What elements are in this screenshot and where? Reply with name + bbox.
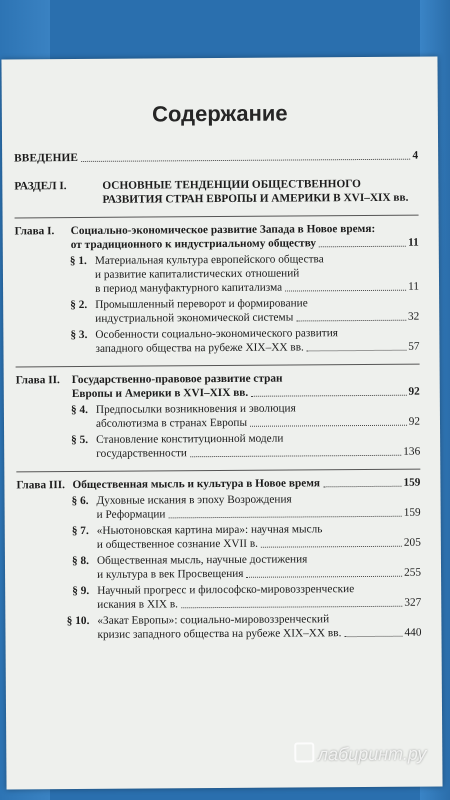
paragraph-title-text: в период мануфактурного капитализма — [95, 281, 283, 295]
leader-dots — [190, 455, 401, 457]
leader-dots — [250, 425, 407, 427]
paragraph-page: 327 — [404, 596, 422, 609]
chapter-entry — [16, 371, 420, 402]
paragraph-page: 11 — [408, 280, 420, 293]
chapter-divider — [16, 469, 420, 473]
chapter-page: 92 — [408, 385, 420, 398]
table-of-contents — [14, 149, 421, 643]
leader-dots — [344, 636, 402, 637]
leader-dots — [261, 546, 402, 548]
leader-dots — [296, 320, 406, 322]
chapter-title-text: Европы и Америки в XVI–XIX вв. — [71, 386, 249, 401]
paragraph-entry — [15, 296, 419, 327]
paragraph-page: 32 — [407, 310, 420, 323]
paragraph-number: § 3. — [70, 328, 88, 342]
leader-dots — [319, 246, 406, 248]
paragraph-page: 92 — [408, 415, 421, 428]
paragraph-entry — [15, 326, 419, 357]
labirint-logo-icon — [294, 742, 314, 762]
chapter-list — [15, 215, 422, 643]
leader-dots — [81, 159, 411, 162]
paragraph-number: § 6. — [71, 494, 89, 508]
paragraph-page: 205 — [403, 536, 421, 549]
intro-page: 4 — [412, 149, 419, 162]
paragraph-number: § 5. — [71, 433, 89, 447]
chapter-label: Глава III. — [16, 479, 65, 492]
paragraph-title-line — [97, 506, 421, 522]
toc-intro — [14, 149, 418, 166]
paragraph-number: § 7. — [71, 524, 89, 538]
watermark — [294, 742, 427, 766]
paragraph-title-text: Предпосылки возникновения и эволюция — [95, 402, 296, 416]
paragraph-title-text: государственности — [96, 447, 188, 460]
chapter-title-line — [72, 476, 420, 492]
paragraph-number: § 9. — [72, 584, 90, 598]
paragraph-title-text: Духовные искания в эпоху Возрождения — [96, 493, 292, 507]
paragraph-title-text: и Реформации — [96, 508, 166, 521]
paragraph-title-text: «Ньютоновская картина мира»: научная мысль — [96, 523, 323, 537]
page-title: Содержание — [151, 100, 288, 127]
paragraph-title-line — [95, 310, 419, 326]
leader-dots — [181, 606, 402, 609]
paragraph-title-text: Промышленный переворот и формирование — [95, 297, 308, 311]
paragraph-page: 159 — [403, 506, 421, 519]
chapter-title-line — [72, 385, 420, 401]
paragraph-page: 255 — [404, 566, 422, 579]
chapter-label: Глава II. — [15, 374, 60, 387]
paragraph-entry — [15, 252, 419, 297]
paragraph-title-text: «Закат Европы»: социально-мировоззренческий — [97, 613, 330, 627]
section-text: ОСНОВНЫЕ ТЕНДЕНЦИИ ОБЩЕСТВЕННОГО РАЗВИТИЯ СТРАН ЕВРОПЫ И АМЕРИКИ В XVI–XIX вв. — [102, 178, 409, 206]
paragraph-title-text: западного общества на рубеже XIX–XX вв. — [95, 341, 304, 355]
leader-dots — [251, 395, 406, 397]
chapter-title-line — [71, 222, 419, 238]
paragraph-title-text: Становление конституционной модели — [96, 432, 284, 446]
paragraph-number: § 10. — [66, 614, 90, 628]
chapter-title-text: Социально-экономическое развитие Запада в Новое время: — [70, 222, 376, 238]
paragraph-number: § 2. — [70, 298, 88, 312]
paragraph-page: 136 — [403, 445, 421, 458]
paragraph-title-line — [97, 596, 421, 612]
watermark-text: лабиринт.ру — [317, 743, 427, 765]
section-heading — [14, 177, 418, 208]
paragraph-entry — [17, 612, 421, 643]
leader-dots — [246, 576, 402, 578]
paragraph-title-text: Научный прогресс и философско-мировоззренческие — [97, 583, 355, 597]
chapter-title-line — [71, 236, 419, 252]
paragraph-entry — [16, 431, 420, 462]
paragraph-title-line — [96, 445, 420, 461]
book-page — [1, 56, 442, 789]
paragraph-number: § 4. — [70, 403, 88, 417]
paragraph-title-line — [95, 340, 419, 356]
paragraph-title-line — [96, 415, 420, 431]
chapter-title-text: от традиционного к индустриальному обществу — [70, 237, 317, 252]
chapter-entry — [15, 222, 419, 253]
chapter-page: 11 — [408, 236, 419, 249]
paragraph-title-text: и культура в век Просвещения — [97, 567, 244, 581]
paragraph-title-text: Материальная культура европейского общества — [94, 253, 324, 267]
paragraph-entry — [17, 552, 421, 583]
paragraph-title-text: Общественная мысль, научные достижения — [96, 553, 308, 567]
paragraph-title-text: Особенности социально-экономического развития — [95, 327, 338, 341]
chapter-divider — [16, 364, 420, 368]
intro-label: ВВЕДЕНИЕ — [14, 151, 79, 165]
paragraph-title-line — [97, 566, 421, 582]
paragraph-title-text: и общественное сознание XVII в. — [96, 537, 259, 551]
paragraph-title-line — [97, 626, 421, 642]
chapter-entry — [16, 476, 420, 493]
paragraph-title-text: абсолютизма в странах Европы — [95, 416, 248, 430]
chapter-title-text: Государственно-правовое развитие стран — [71, 372, 283, 387]
chapter-divider — [15, 215, 419, 219]
paragraph-number: § 8. — [71, 554, 90, 568]
section-label: РАЗДЕЛ I. — [14, 180, 67, 193]
paragraph-title-text: искания в XIX в. — [97, 598, 179, 611]
paragraph-page: 57 — [408, 340, 420, 353]
paragraph-number: § 1. — [69, 254, 87, 268]
paragraph-entry — [16, 492, 420, 523]
leader-dots — [168, 516, 401, 519]
paragraph-title-text: кризис западного общества на рубеже XIX–XX вв. — [97, 627, 342, 641]
paragraph-entry — [17, 582, 421, 613]
leader-dots — [323, 486, 401, 488]
leader-dots — [307, 350, 406, 352]
chapter-label: Глава I. — [14, 225, 55, 238]
paragraph-title-text: индустриальной экономической системы — [95, 311, 294, 325]
chapter-title-text: Общественная мысль и культура в Новое время — [72, 477, 321, 492]
paragraph-title-line — [95, 280, 419, 296]
leader-dots — [285, 290, 406, 292]
paragraph-title-line — [97, 536, 421, 552]
paragraph-entry — [16, 401, 420, 432]
chapter-page: 159 — [403, 476, 421, 489]
paragraph-entry — [17, 522, 421, 553]
paragraph-title-text: и развитие капиталистических отношений — [94, 267, 300, 281]
paragraph-page: 440 — [404, 626, 422, 639]
